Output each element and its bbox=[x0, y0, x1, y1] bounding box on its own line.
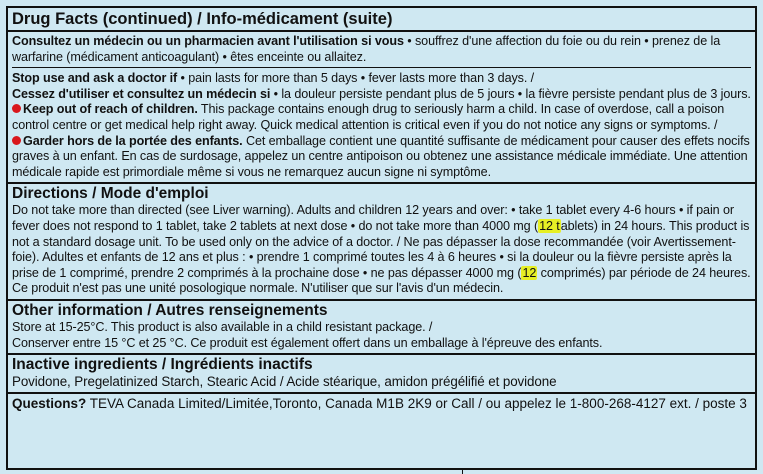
other-information-line: Conserver entre 15 °C et 25 °C. Ce produit est également offert dans un emballage à l'épreuve des enfants. bbox=[12, 335, 603, 350]
directions-header: Directions / Mode d'emploi bbox=[12, 185, 209, 203]
directions-text-part: ablets) in 24 hours. This product is not a standard dosage unit. To be used only on the advice of a doctor. / Ne pas dépasser la dose recommandée (voir Avertissement-foie). Adultes et enfants de 12 ans et plus : • prendre 1 comprimé toutes les 4 à 6 heures • si la douleur ou la fièvre persiste après la prise de 1 comprimé, prendre 2 comprimés à la prochaine dose • ne pas dépasser 4000 mg ( bbox=[12, 218, 750, 280]
consult-lead: Consultez un médecin ou un pharmacien avant l'utilisation si vous bbox=[12, 34, 404, 48]
keep-out-fr-text: Cet emballage contient une quantité suffisante de médicament pour causer des effets nocifs graves à un enfant. En cas de surdosage, appelez un centre antipoison ou obtenez une assistance médicale immédiate. Une attention médicale rapide est primordiale même si vous ne remarquez aucun signe ni symptôme. bbox=[12, 133, 750, 179]
questions-line bbox=[8, 394, 755, 414]
highlight-dose-count: 12 bbox=[522, 265, 537, 280]
stop-use-en-lead: Stop use and ask a doctor if bbox=[12, 71, 178, 86]
directions-text-part: Do not take more than directed (see Liver warning). Adults and children 12 years and over: • take 1 tablet every 4-6 hours • if pain or fever does not respond to 1 tablet, take 2 tablets at next dose • do not take more than 4000 mg ( bbox=[12, 203, 734, 233]
cut-mark bbox=[462, 468, 463, 474]
drug-facts-panel bbox=[6, 6, 757, 470]
keep-out-fr bbox=[12, 134, 751, 181]
warnings-section bbox=[8, 32, 755, 184]
divider bbox=[12, 67, 751, 68]
inactive-ingredients-text: Povidone, Pregelatinized Starch, Stearic Acid / Acide stéarique, amidon prégélifié et povidone bbox=[12, 374, 557, 390]
red-bullet-icon bbox=[12, 104, 21, 113]
directions-text-part: comprimés) par période de 24 heures. Ce produit n'est pas une unité posologique normale. N'utiliser que sur l'avis d'un médecin. bbox=[12, 265, 751, 296]
consult-paragraph bbox=[12, 34, 751, 65]
questions-lead: Questions? bbox=[12, 395, 87, 411]
questions-text: TEVA Canada Limited/Limitée,Toronto, Canada M1B 2K9 or Call / ou appelez le 1-800-268-4127 ext. / poste 3 bbox=[86, 395, 747, 411]
other-information-line: Store at 15-25°C. This product is also available in a child resistant package. / bbox=[12, 319, 433, 334]
stop-use-fr bbox=[12, 87, 751, 103]
stop-use-fr-text: • la douleur persiste pendant plus de 5 jours • la fièvre persiste pendant plus de 3 jours. bbox=[270, 86, 751, 101]
stop-use-fr-lead: Cessez d'utiliser et consultez un médecin si bbox=[12, 86, 271, 101]
red-bullet-icon bbox=[12, 136, 21, 145]
directions-section bbox=[8, 184, 755, 301]
directions-text bbox=[12, 203, 751, 297]
stop-use-en-text: • pain lasts for more than 5 days • fever lasts more than 3 days. / bbox=[177, 71, 535, 86]
inactive-ingredients-header: Inactive ingredients / Ingrédients inactifs bbox=[12, 356, 313, 374]
highlight-dose-count: 12 t bbox=[539, 218, 560, 233]
keep-out-en-lead: Keep out of reach of children. bbox=[23, 102, 198, 117]
consult-text: • souffrez d'une affection du foie ou du rein • prenez de la warfarine (médicament anticoagulant) • êtes enceinte ou allaitez. bbox=[12, 34, 721, 64]
keep-out-en bbox=[12, 102, 751, 133]
keep-out-en-text: This package contains enough drug to seriously harm a child. In case of overdose, call a poison control centre or get medical help right away. Quick medical attention is critical even if you do not notice any signs or symptoms. / bbox=[12, 102, 725, 132]
drug-facts-title: Drug Facts (continued) / Info-médicament (suite) bbox=[8, 8, 755, 32]
inactive-ingredients-section bbox=[8, 355, 755, 394]
other-information-header: Other information / Autres renseignements bbox=[12, 301, 328, 319]
other-information-section bbox=[8, 301, 755, 355]
stop-use-en bbox=[12, 71, 751, 87]
keep-out-fr-lead: Garder hors de la portée des enfants. bbox=[23, 133, 243, 148]
